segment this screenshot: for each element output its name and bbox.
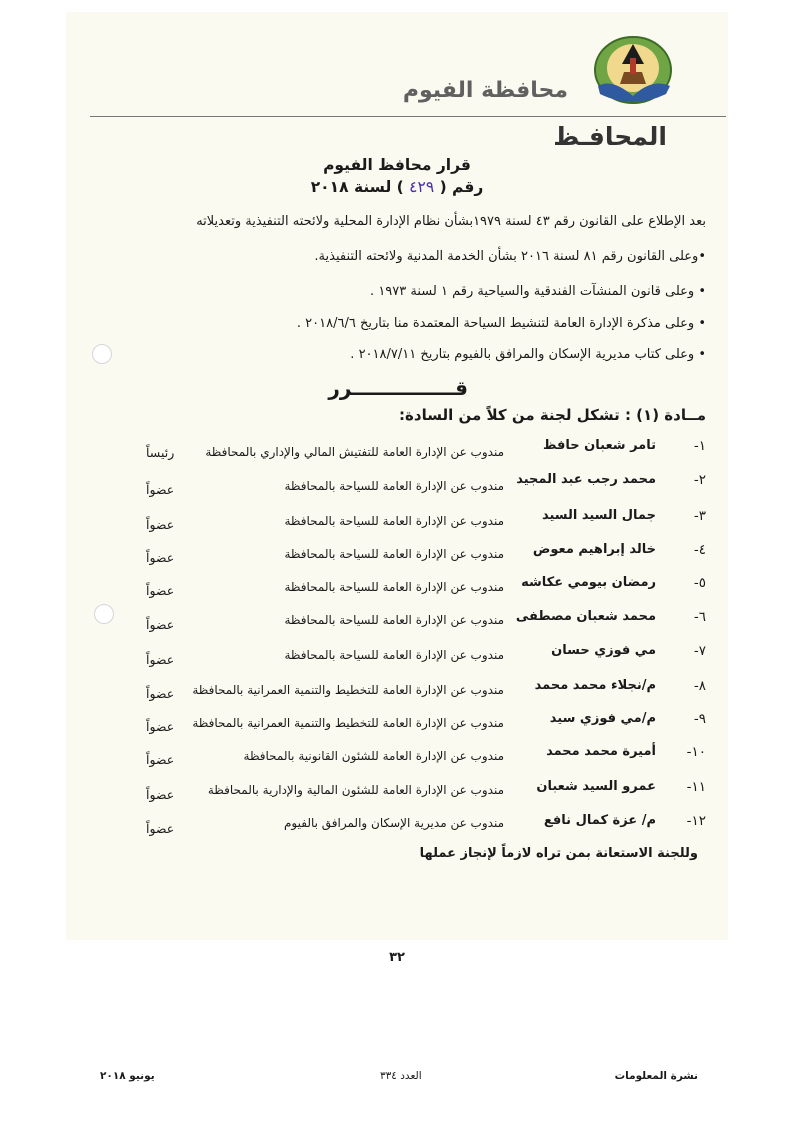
- member-description: مندوب عن الإدارة العامة للسياحة بالمحافظة: [284, 613, 504, 627]
- member-name: تامر شعبان حافظ: [542, 438, 656, 453]
- governorate-seal-logo: [592, 34, 674, 106]
- member-description: مندوب عن الإدارة العامة للسياحة بالمحافظة: [284, 648, 504, 662]
- preamble-line: • وعلى قانون المنشآت الفندقية والسياحية رقم ١ لسنة ١٩٧٣ .: [370, 284, 706, 299]
- member-name: محمد شعبان مصطفى: [515, 609, 656, 624]
- member-description: مندوب عن الإدارة العامة للتخطيط والتنمية العمرانية بالمحافظة: [192, 716, 504, 730]
- member-name: خالد إبراهيم معوض: [532, 542, 656, 557]
- footer-publication: نشرة المعلومات: [614, 1070, 698, 1082]
- member-description: مندوب عن الإدارة العامة للشئون القانونية بالمحافظة: [243, 749, 504, 763]
- office-title: المحافـظ: [553, 122, 667, 151]
- member-role: عضواً: [146, 583, 175, 598]
- member-role: عضواً: [146, 752, 175, 767]
- member-name: م/ عزة كمال نافع: [543, 813, 656, 828]
- member-number: ١٢-: [686, 813, 706, 829]
- member-name: محمد رجب عبد المجيد: [516, 472, 656, 487]
- member-role: عضواً: [146, 686, 175, 701]
- member-name: مي فوزي حسان: [551, 643, 656, 658]
- member-name: م/مي فوزي سيد: [549, 711, 656, 726]
- footer-date: يونيو ٢٠١٨: [100, 1070, 155, 1082]
- member-description: مندوب عن مديرية الإسكان والمرافق بالفيوم: [284, 816, 504, 830]
- member-number: ٦-: [693, 609, 706, 625]
- member-number: ١٠-: [686, 744, 706, 760]
- member-name: عمرو السيد شعبان: [536, 779, 656, 794]
- member-name: جمال السيد السيد: [541, 508, 656, 523]
- member-number: ٧-: [693, 643, 706, 659]
- member-number: ١-: [693, 438, 706, 454]
- punch-hole-top: [92, 344, 112, 364]
- member-name: أميرة محمد محمد: [546, 744, 656, 759]
- member-role: رئيساً: [146, 445, 175, 460]
- member-name: م/نجلاء محمد محمد: [534, 678, 656, 693]
- article-1: مــادة (١) : تشكل لجنة من كلاً من السادة:: [399, 406, 706, 424]
- member-role: عضواً: [146, 550, 175, 565]
- member-number: ٩-: [693, 711, 706, 727]
- preamble-line: بعد الإطلاع على القانون رقم ٤٣ لسنة ١٩٧٩بشأن نظام الإدارة المحلية ولائحته التنفيذية وتعديلاته: [196, 214, 706, 229]
- member-role: عضواً: [146, 787, 175, 802]
- member-description: مندوب عن الإدارة العامة للتخطيط والتنمية العمرانية بالمحافظة: [192, 683, 504, 697]
- member-role: عضواً: [146, 517, 175, 532]
- decree-title: قرار محافظ الفيوم: [323, 156, 471, 174]
- preamble-line: •وعلى القانون رقم ٨١ لسنة ٢٠١٦ بشأن الخدمة المدنية ولائحته التنفيذية.: [314, 249, 706, 264]
- member-name: رمضان بيومي عكاشه: [521, 575, 656, 590]
- member-description: مندوب عن الإدارة العامة للسياحة بالمحافظة: [284, 580, 504, 594]
- member-number: ٤-: [693, 542, 706, 558]
- member-description: مندوب عن الإدارة العامة للشئون المالية والإدارية بالمحافظة: [207, 783, 504, 797]
- member-description: مندوب عن الإدارة العامة للتفتيش المالي والإداري بالمحافظة: [205, 445, 504, 459]
- decree-number-line: [0, 178, 794, 196]
- preamble-line: • وعلى كتاب مديرية الإسكان والمرافق بالفيوم بتاريخ ٢٠١٨/٧/١١ .: [350, 347, 706, 362]
- page-number: ٣٢: [389, 950, 405, 965]
- punch-hole-bottom: [94, 604, 114, 624]
- decides-heading: قـــــــــــــــرر: [328, 376, 468, 400]
- decree-number-suffix: ) لسنة ٢٠١٨: [310, 178, 404, 196]
- member-role: عضواً: [146, 719, 175, 734]
- header-divider: [90, 116, 726, 117]
- member-role: عضواً: [146, 652, 175, 667]
- member-role: عضواً: [146, 617, 175, 632]
- member-description: مندوب عن الإدارة العامة للسياحة بالمحافظة: [284, 514, 504, 528]
- member-role: عضواً: [146, 482, 175, 497]
- member-role: عضواً: [146, 821, 175, 836]
- closing-note: وللجنة الاستعانة بمن تراه لازماً لإنجاز عملها: [419, 846, 698, 861]
- member-number: ٣-: [693, 508, 706, 524]
- member-number: ١١-: [686, 779, 706, 795]
- member-number: ٥-: [693, 575, 706, 591]
- decree-number-handwritten: ٤٢٩: [409, 178, 435, 196]
- member-description: مندوب عن الإدارة العامة للسياحة بالمحافظة: [284, 479, 504, 493]
- member-number: ٢-: [693, 472, 706, 488]
- decree-number-prefix: رقم (: [439, 178, 484, 196]
- member-number: ٨-: [693, 678, 706, 694]
- governorate-name: محافظة الفيوم: [402, 78, 568, 103]
- member-description: مندوب عن الإدارة العامة للسياحة بالمحافظة: [284, 547, 504, 561]
- footer-issue: العدد ٣٣٤: [380, 1070, 422, 1082]
- preamble-line: • وعلى مذكرة الإدارة العامة لتنشيط السياحة المعتمدة منا بتاريخ ٢٠١٨/٦/٦ .: [296, 316, 706, 331]
